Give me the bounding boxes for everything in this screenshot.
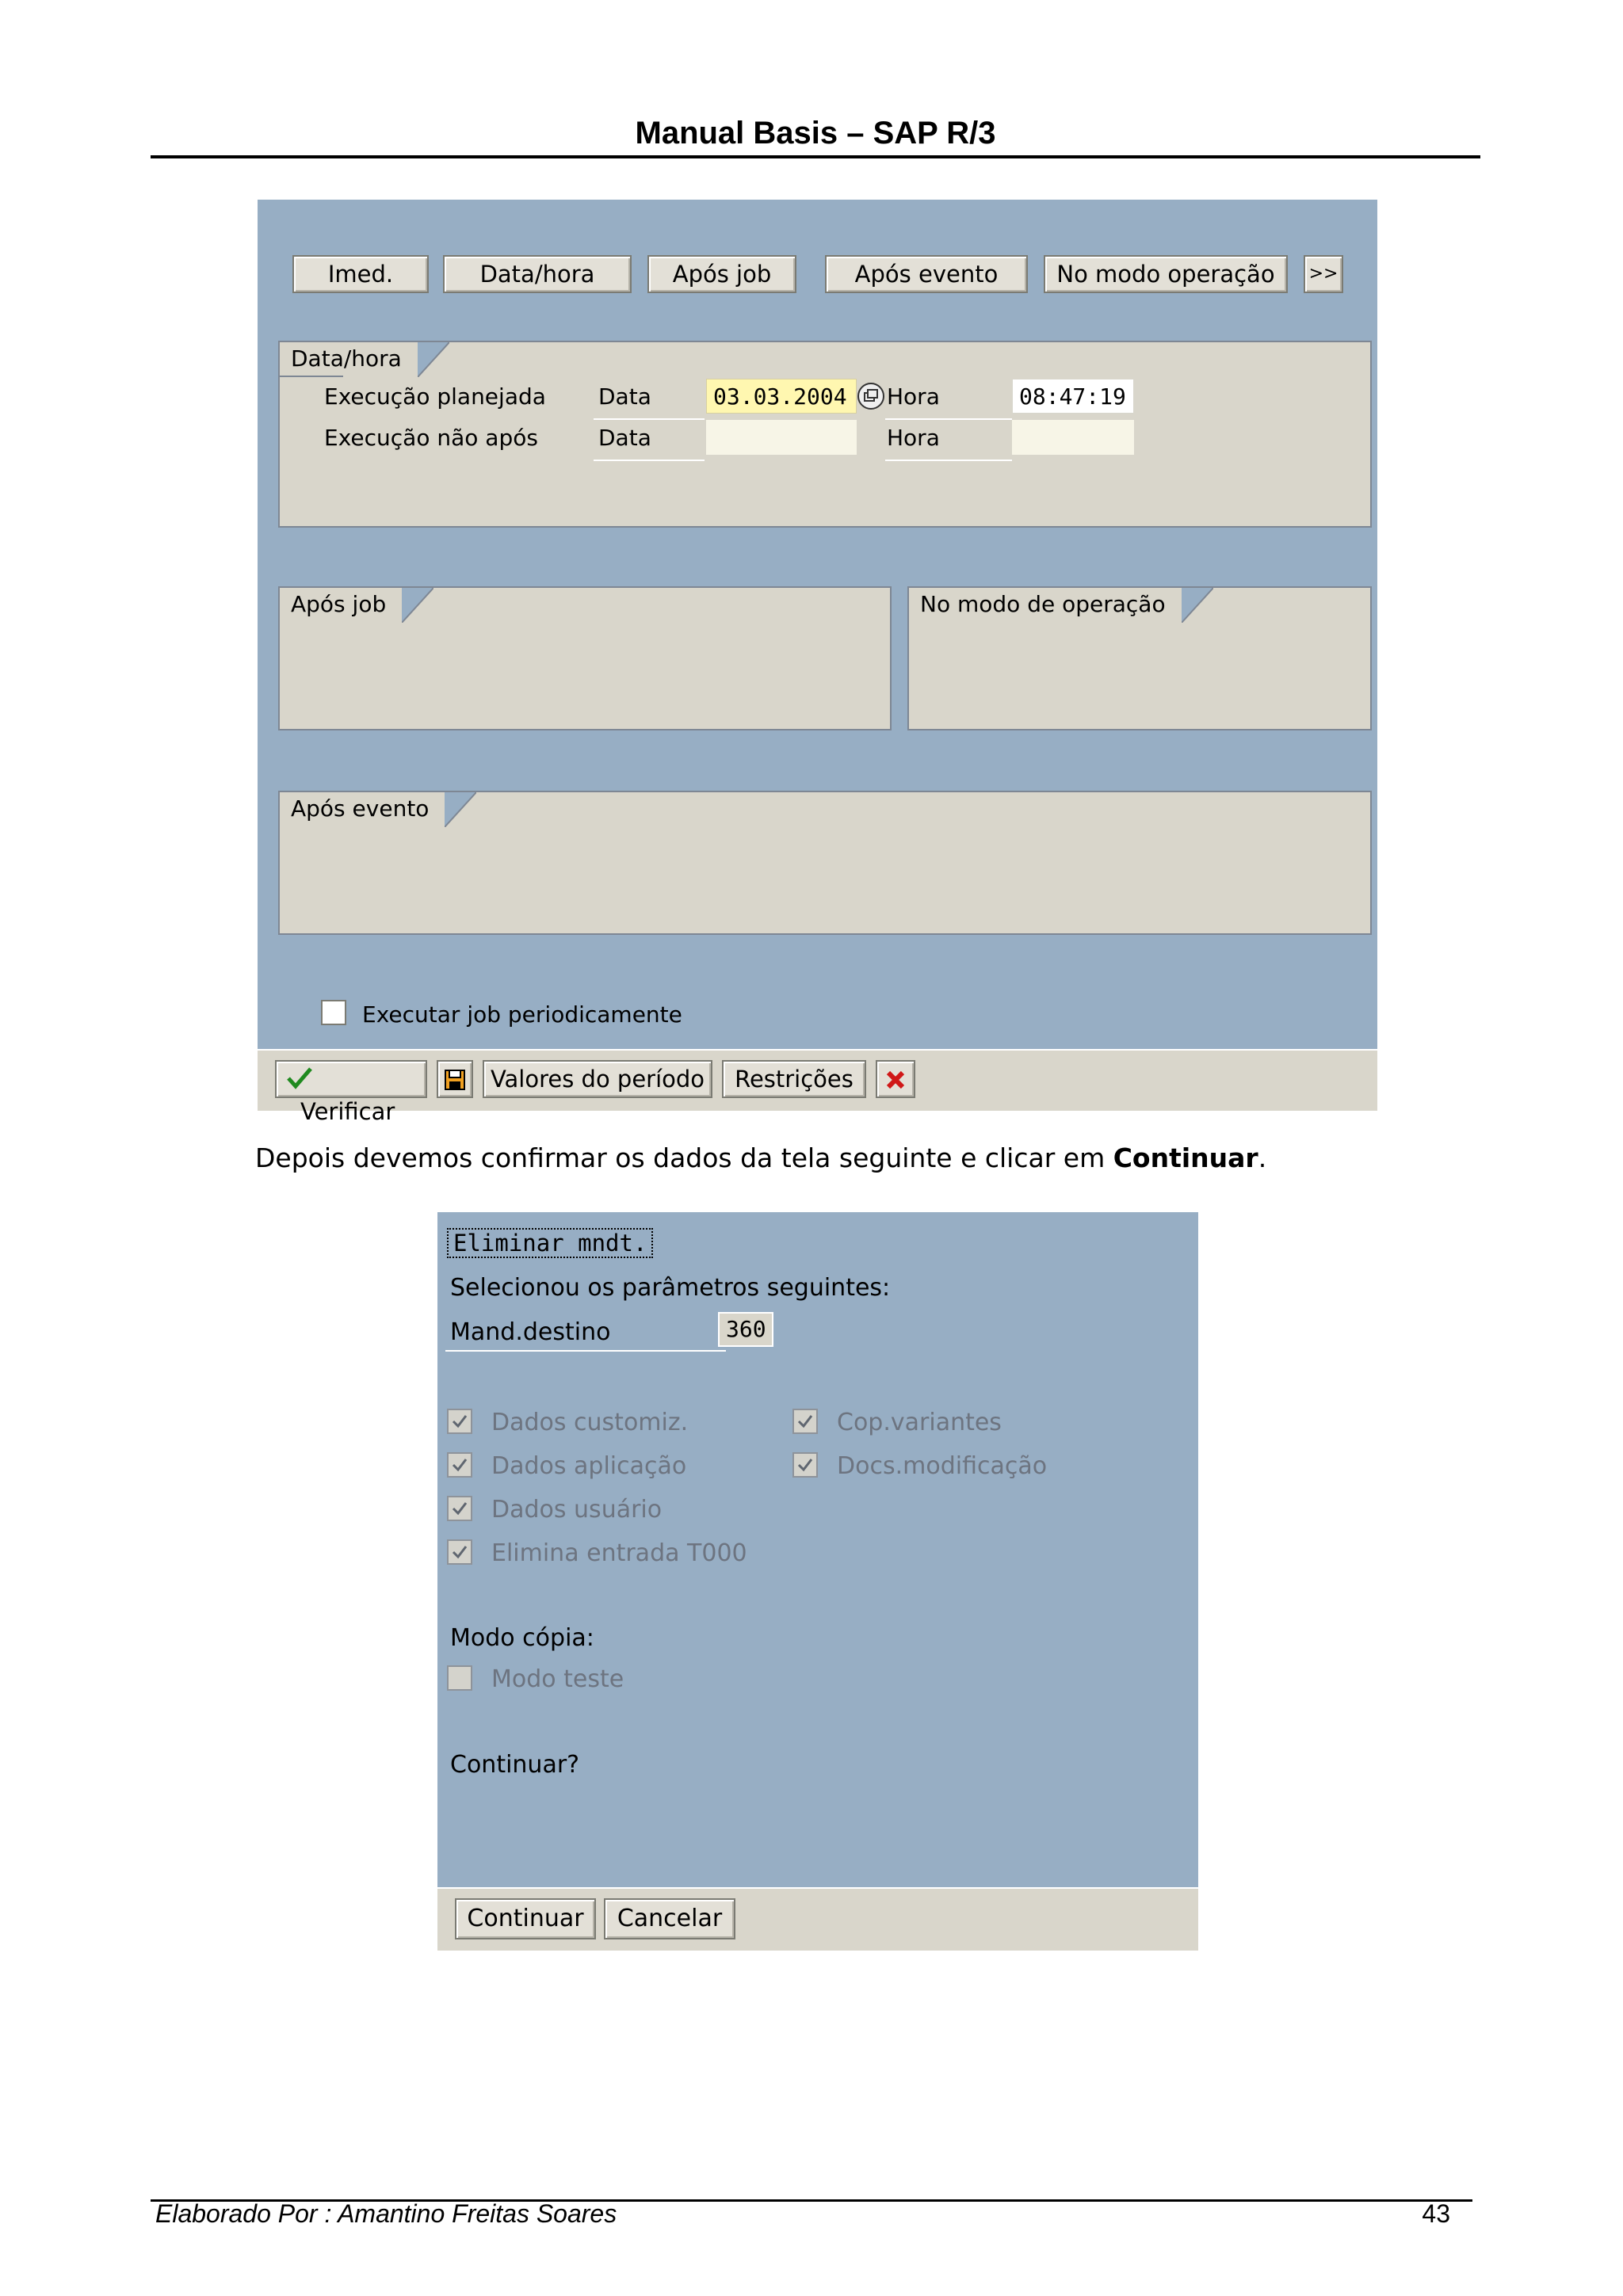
imed-button[interactable]: Imed. [292,255,429,293]
planned-date-input[interactable]: 03.03.2004 [706,379,857,414]
row1-data-label: Data [598,383,651,410]
cancelar-button[interactable]: Cancelar [604,1898,735,1939]
not-after-date-input[interactable] [706,420,857,455]
bottom-toolbar [258,1049,1377,1125]
save-icon [443,1068,467,1092]
group-apos-job-title-text: Após job [291,591,387,617]
dados-customiz-label: Dados customiz. [491,1409,689,1436]
cop-variantes-checkbox[interactable] [792,1409,818,1434]
dados-usuario-label: Dados usuário [491,1496,663,1524]
check-icon [796,1456,814,1474]
tab-slant-icon [1182,588,1213,623]
schedule-job-screen [258,200,1377,1125]
row2-data-underline [594,460,705,461]
caption-before: Depois devemos confirmar os dados da tela seguinte e clicar em [255,1142,1113,1173]
modo-teste-label: Modo teste [491,1665,624,1693]
row1-data-underline [594,418,705,420]
check-icon [451,1413,468,1430]
row2-hora-underline [885,460,1012,461]
no-modo-operacao-button[interactable]: No modo operação [1044,255,1288,293]
group-apos-job-title [280,588,402,621]
page-header-title: Manual Basis – SAP R/3 [635,116,996,151]
elimina-entrada-t000-label: Elimina entrada T000 [491,1539,747,1567]
row2-hora-label: Hora [887,425,940,451]
verificar-label: Verificar [300,1098,395,1125]
tab-slant-icon [418,342,449,377]
group-data-hora-title [280,342,418,376]
docs-modificacao-checkbox[interactable] [792,1452,818,1478]
header-rule [151,155,1480,158]
check-icon [286,1066,313,1090]
row2-data-label: Data [598,425,651,451]
data-hora-button[interactable]: Data/hora [443,255,632,293]
group-apos-evento-title-text: Após evento [291,795,430,822]
check-icon [451,1543,468,1561]
check-icon [796,1413,814,1430]
restricoes-button[interactable]: Restrições [722,1060,866,1098]
valores-do-periodo-button[interactable]: Valores do período [483,1060,712,1098]
group-apos-evento [278,791,1372,935]
group-apos-evento-title [280,792,445,826]
mand-destino-field: 360 [718,1312,773,1347]
save-button[interactable] [437,1060,473,1098]
close-icon [884,1069,907,1091]
row1-hora-label: Hora [887,383,940,410]
eliminar-mandante-dialog [437,1212,1198,1949]
cancel-button[interactable] [876,1060,915,1098]
docs-modificacao-label: Docs.modificação [837,1452,1048,1480]
dados-aplicacao-label: Dados aplicação [491,1452,687,1480]
modo-teste-checkbox[interactable] [447,1665,472,1691]
tab-slant-icon [445,792,476,827]
dados-aplicacao-checkbox[interactable] [447,1452,472,1478]
dados-usuario-checkbox[interactable] [447,1496,472,1521]
dados-customiz-checkbox[interactable] [447,1409,472,1434]
periodic-checkbox-label: Executar job periodicamente [362,1001,682,1028]
dialog-title[interactable]: Eliminar mndt. [447,1228,653,1258]
verificar-button[interactable] [275,1060,427,1125]
dialog-subtitle: Selecionou os parâmetros seguintes: [450,1274,891,1302]
group-data-hora-title-text: Data/hora [291,345,402,372]
dialog-button-bar [437,1887,1198,1951]
continuar-question: Continuar? [450,1751,580,1779]
modo-copia-label: Modo cópia: [450,1624,594,1652]
check-icon [451,1456,468,1474]
continuar-button[interactable]: Continuar [455,1898,596,1939]
elimina-entrada-t000-checkbox[interactable] [447,1539,472,1565]
cop-variantes-label: Cop.variantes [837,1409,1002,1436]
apos-evento-button[interactable]: Após evento [825,255,1028,293]
tab-slant-icon [402,588,433,623]
footer-author: Elaborado Por : Amantino Freitas Soares [155,2199,617,2228]
page-number: 43 [1422,2199,1450,2228]
caption-after: . [1258,1142,1267,1173]
calendar-help-icon[interactable] [857,382,885,410]
more-button[interactable]: >> [1304,255,1343,293]
caption-text [255,1142,1266,1173]
periodic-checkbox[interactable] [321,1000,346,1025]
group-apos-job [278,586,892,730]
apos-job-button[interactable]: Após job [647,255,796,293]
row1-hora-underline [885,418,1012,420]
execucao-nao-apos-label: Execução não após [324,425,538,451]
group-no-modo-operacao-title [909,588,1182,621]
group-no-modo-operacao [907,586,1372,730]
mand-destino-underline [445,1350,726,1352]
mand-destino-label: Mand.destino [450,1318,611,1346]
check-icon [451,1500,468,1517]
caption-bold: Continuar [1113,1142,1258,1173]
group-no-modo-operacao-title-text: No modo de operação [920,591,1166,617]
group-data-hora [278,341,1372,528]
planned-time-input[interactable]: 08:47:19 [1012,379,1134,414]
execucao-planejada-label: Execução planejada [324,383,546,410]
not-after-time-input[interactable] [1012,420,1134,455]
